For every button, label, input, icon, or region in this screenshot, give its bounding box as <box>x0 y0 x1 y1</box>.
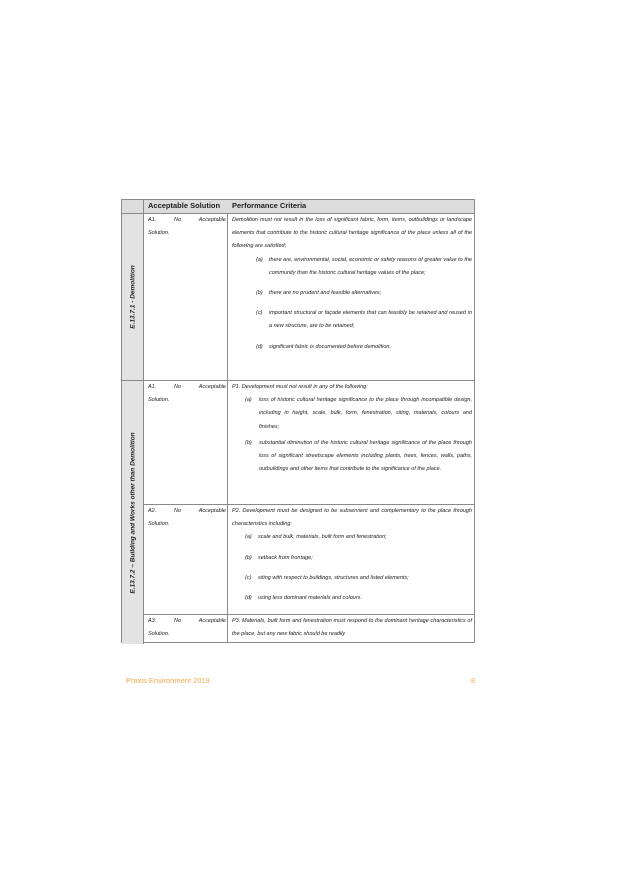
solution-line2: Solution. <box>148 631 170 638</box>
criteria-item <box>232 307 472 333</box>
solution-word: Acceptable <box>198 217 226 223</box>
item-text: scale and bulk, materials, built form and fenestration; <box>258 534 387 541</box>
solution-no: No <box>174 384 182 390</box>
criteria-item <box>232 341 472 354</box>
item-label: (a) <box>256 256 263 263</box>
criteria-item <box>232 437 472 477</box>
solution-code: A2. <box>148 508 157 514</box>
performance-criteria-cell <box>232 505 472 605</box>
item-label: (d) <box>245 595 252 602</box>
item-text: significant fabric is documented before demolition. <box>269 343 391 350</box>
item-text: setback from frontage; <box>258 554 313 561</box>
acceptable-solution-cell <box>148 505 226 531</box>
item-label: (b) <box>256 290 263 297</box>
item-text: using less dominant materials and colours. <box>258 595 362 602</box>
criteria-intro: P3. Materials, built form and fenestration must respond to the dominant heritage characteristics of the place, but any new fabric should be readily <box>232 618 472 638</box>
planning-table <box>121 199 475 643</box>
criteria-item <box>232 254 472 280</box>
solution-word: Acceptable <box>198 618 226 624</box>
solution-line2: Solution. <box>148 397 170 404</box>
item-text: important structural or façade elements that can feasibly be retained and reused in a new structure, are to be retained; <box>269 310 472 330</box>
section-label-building-works <box>122 381 144 644</box>
criteria-intro: P2. Development must be designed to be subservient and complementary to the place through characteristics including: <box>232 508 472 528</box>
table-header <box>122 200 474 214</box>
performance-criteria-cell <box>232 381 472 476</box>
criteria-item <box>232 552 472 565</box>
criteria-item <box>232 394 472 434</box>
criteria-item <box>232 592 472 605</box>
solution-line2: Solution. <box>148 521 170 528</box>
header-performance-criteria: Performance Criteria <box>232 201 307 210</box>
item-label: (a) <box>245 534 252 541</box>
item-text: substantial diminution of the historic cultural heritage significance of the place through loss of significant streetscape elements including plants, trees, fences, walls, paths, outbuildings and other items that contribute to the significance of the place. <box>259 439 472 473</box>
performance-criteria-cell <box>232 214 472 354</box>
solution-word: Acceptable <box>198 384 226 390</box>
solution-no: No <box>174 508 182 514</box>
solution-no: No <box>174 618 182 624</box>
section-label-text: E.13.7.2 – Building and Works other than Demolition <box>129 431 136 594</box>
item-label: (a) <box>245 397 252 404</box>
criteria-item <box>232 531 472 544</box>
solution-line2: Solution. <box>148 230 170 237</box>
item-text: there are no prudent and feasible alternatives; <box>269 290 382 297</box>
criteria-item <box>232 572 472 585</box>
item-label: (b) <box>245 439 252 446</box>
acceptable-solution-cell <box>148 381 226 407</box>
acceptable-solution-cell <box>148 615 226 641</box>
item-label: (c) <box>256 310 263 317</box>
criteria-intro: Demolition must not result in the loss of significant fabric, form, items, outbuildings or landscape elements that contribute to the historic cultural heritage significance of the place unless all of the following are satisfied; <box>232 217 472 250</box>
solution-code: A1. <box>148 217 157 223</box>
item-text: siting with respect to buildings, structures and listed elements; <box>258 574 409 581</box>
column-divider <box>227 214 228 642</box>
solution-no: No <box>174 217 182 223</box>
header-blank-cell <box>122 200 144 213</box>
solution-word: Acceptable <box>198 508 226 514</box>
solution-code: A1. <box>148 384 157 390</box>
item-text: there are, environmental, social, economic or safety reasons of greater value to the community than the historic cultural heritage values of the place; <box>269 256 472 276</box>
item-label: (b) <box>245 554 252 561</box>
section-label-demolition <box>122 214 144 380</box>
footer-left: Praxis Environment 2019 <box>126 676 210 685</box>
acceptable-solution-cell <box>148 214 226 240</box>
item-label: (d) <box>256 343 263 350</box>
criteria-item <box>232 287 472 300</box>
item-text: loss of historic cultural heritage significance to the place through incompatible design, including in height, scale, bulk, form, fenestration, siting, materials, colours and finishes; <box>259 397 472 430</box>
solution-code: A3. <box>148 618 157 624</box>
page-number: 8 <box>471 676 476 685</box>
item-label: (c) <box>245 574 252 581</box>
section-label-text: E.13.7.1 - Demolition <box>129 265 136 329</box>
header-acceptable-solution: Acceptable Solution <box>148 201 221 210</box>
criteria-intro: P1. Development must not result in any of the following: <box>232 384 368 390</box>
performance-criteria-cell <box>232 615 472 641</box>
